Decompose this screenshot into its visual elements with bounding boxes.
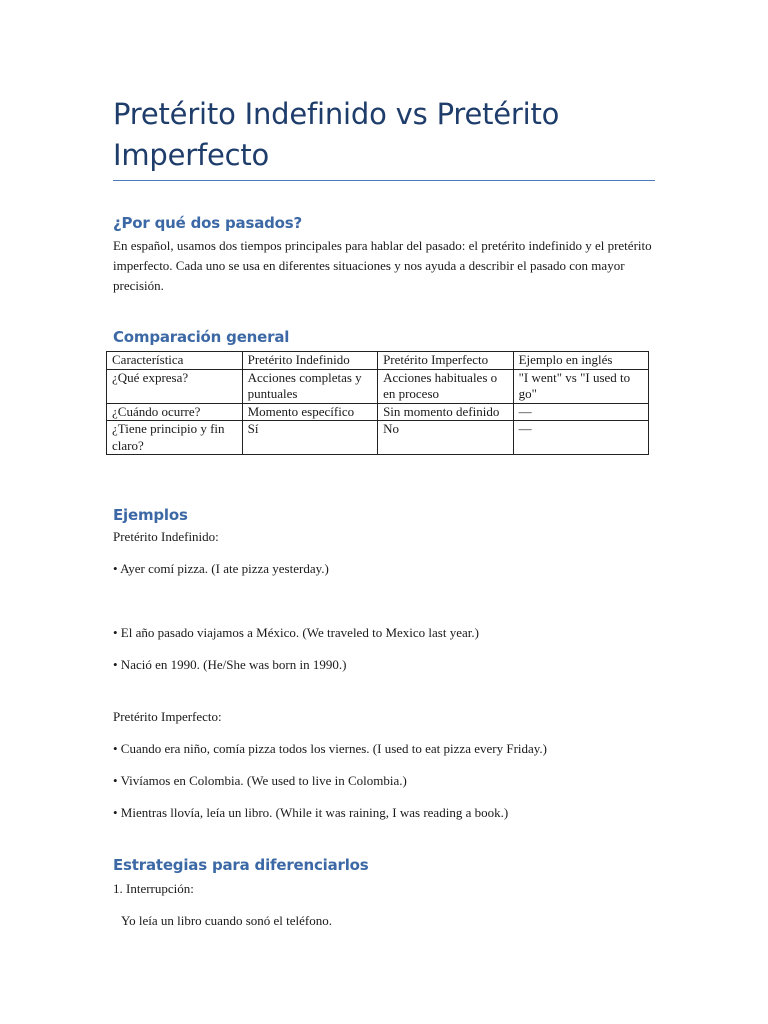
- strategy-item: 1. Interrupción:: [113, 881, 194, 896]
- indefinido-label: Pretérito Indefinido:: [113, 529, 219, 544]
- table-cell: —: [513, 421, 648, 455]
- table-row: [107, 403, 649, 421]
- document-title: Pretérito Indefinido vs Pretérito Imperfecto: [113, 97, 560, 172]
- table-cell: No: [378, 421, 514, 455]
- table-header-cell: Pretérito Indefinido: [242, 352, 377, 370]
- table-cell: ¿Qué expresa?: [107, 369, 243, 403]
- table-cell: —: [513, 403, 648, 421]
- imperfecto-label: Pretérito Imperfecto:: [113, 709, 222, 724]
- table-cell: "I went" vs "I used to go": [513, 369, 648, 403]
- list-item: • El año pasado viajamos a México. (We traveled to Mexico last year.): [113, 625, 479, 640]
- section-heading-comparison: Comparación general: [113, 328, 290, 346]
- table-cell: Sí: [242, 421, 377, 455]
- table-header-cell: Ejemplo en inglés: [513, 352, 648, 370]
- table-cell: Sin momento definido: [378, 403, 514, 421]
- table-cell: ¿Tiene principio y fin claro?: [107, 421, 243, 455]
- why-paragraph: En español, usamos dos tiempos principales para hablar del pasado: el pretérito indefinido y el pretérito imperfecto. Cada uno se usa en diferentes situaciones y nos ayuda a describir el pasado con mayor precisión.: [113, 238, 652, 293]
- table-row: [107, 369, 649, 403]
- list-item: • Mientras llovía, leía un libro. (While it was raining, I was reading a book.): [113, 805, 509, 820]
- comparison-table: [106, 351, 649, 455]
- title-underline: [113, 180, 655, 181]
- table-cell: Acciones habituales o en proceso: [378, 369, 514, 403]
- section-heading-strategies: Estrategias para diferenciarlos: [113, 856, 369, 874]
- table-header-cell: Pretérito Imperfecto: [378, 352, 514, 370]
- table-header-cell: Característica: [107, 352, 243, 370]
- table-header-row: [107, 352, 649, 370]
- section-heading-examples: Ejemplos: [113, 506, 188, 524]
- list-item: • Vivíamos en Colombia. (We used to live in Colombia.): [113, 773, 407, 788]
- table-row: [107, 421, 649, 455]
- section-heading-why: ¿Por qué dos pasados?: [113, 214, 303, 232]
- strategy-example: Yo leía un libro cuando sonó el teléfono.: [121, 913, 332, 928]
- list-item: • Ayer comí pizza. (I ate pizza yesterday.): [113, 561, 329, 576]
- list-item: • Nació en 1990. (He/She was born in 1990.): [113, 657, 347, 672]
- table-cell: ¿Cuándo ocurre?: [107, 403, 243, 421]
- table-cell: Momento específico: [242, 403, 377, 421]
- table-cell: Acciones completas y puntuales: [242, 369, 377, 403]
- list-item: • Cuando era niño, comía pizza todos los viernes. (I used to eat pizza every Friday.): [113, 741, 548, 756]
